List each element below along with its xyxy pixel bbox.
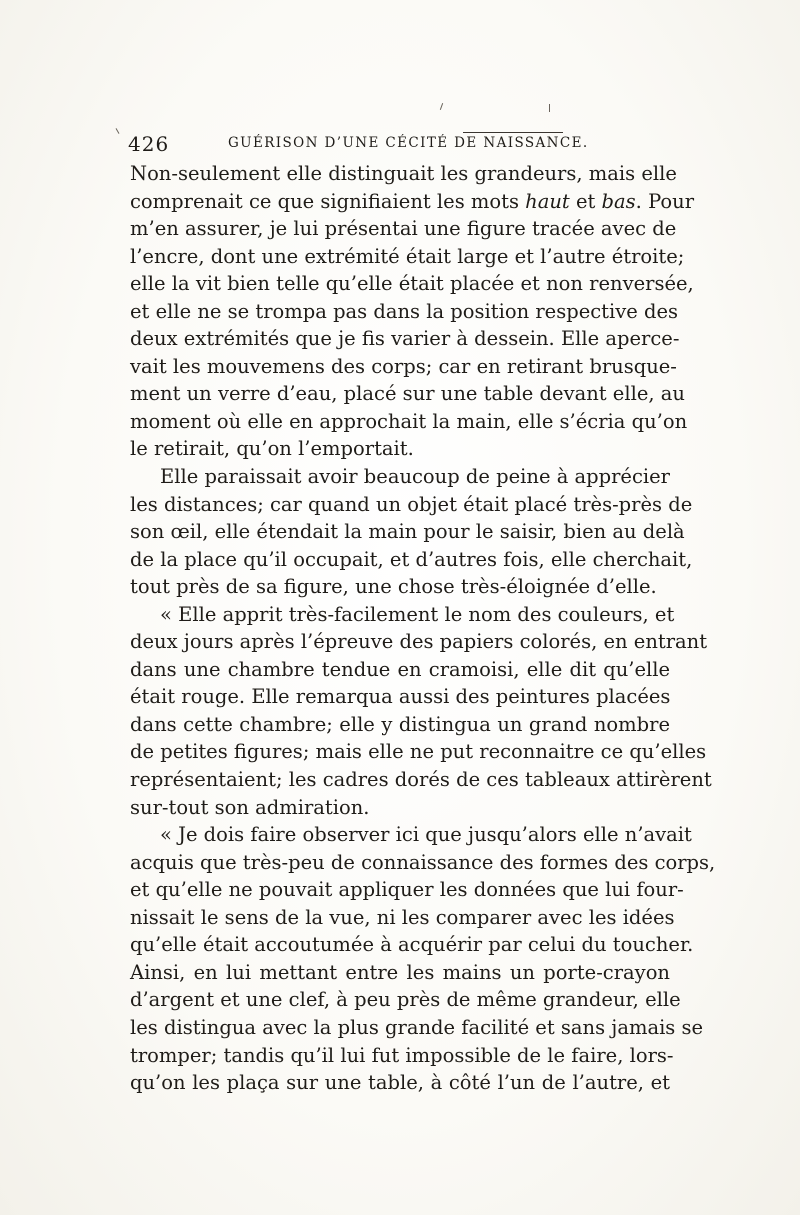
text-line: les distances; car quand un objet était placé très-près de <box>130 492 693 516</box>
body-text <box>130 160 716 1097</box>
page-header <box>128 132 673 158</box>
text-line: qu’on les plaça sur une table, à côté l’un de l’autre, et <box>130 1071 670 1095</box>
text-line: de la place qu’il occupait, et d’autres fois, elle cherchait, <box>130 547 693 571</box>
text-line: représentaient; les cadres dorés de ces tableaux attirèrent <box>130 768 712 792</box>
page-number: 426 <box>128 132 170 156</box>
text-line: « Je dois faire observer ici que jusqu’alors elle n’avait <box>160 823 692 847</box>
text-line: m’en assurer, je lui présentai une figure tracée avec de <box>130 217 677 241</box>
text-line: tout près de sa figure, une chose très-éloignée d’elle. <box>130 575 657 599</box>
text-line: ment un verre d’eau, placé sur une table devant elle, au <box>130 382 685 406</box>
text-line: était rouge. Elle remarqua aussi des peintures placées <box>130 685 671 709</box>
text-line: qu’elle était accoutumée à acquérir par celui du toucher. <box>130 933 694 957</box>
text-line: comprenait ce que signifiaient les mots haut et bas. Pour <box>130 189 695 213</box>
text-line: et elle ne se trompa pas dans la position respective des <box>130 299 679 323</box>
text-line: deux jours après l’épreuve des papiers colorés, en entrant <box>130 630 708 654</box>
text-line: de petites figures; mais elle ne put reconnaitre ce qu’elles <box>130 740 707 764</box>
text-line: les distingua avec la plus grande facilité et sans jamais se <box>130 1015 704 1039</box>
text-line: dans une chambre tendue en cramoisi, elle dit qu’elle <box>130 657 670 681</box>
header-rule <box>463 132 563 133</box>
running-title: GUÉRISON D’UNE CÉCITÉ DE NAISSANCE. <box>228 135 589 151</box>
text-line: deux extrémités que je fis varier à dessein. Elle aperce- <box>130 327 680 351</box>
text-line: tromper; tandis qu’il lui fut impossible de le faire, lors- <box>130 1043 674 1067</box>
text-line: moment où elle en approchait la main, elle s’écria qu’on <box>130 409 688 433</box>
text-line: son œil, elle étendait la main pour le saisir, bien au delà <box>130 520 685 544</box>
text-line: « Elle apprit très-facilement le nom des couleurs, et <box>160 602 675 626</box>
text-line: et qu’elle ne pouvait appliquer les données que lui four- <box>130 878 684 902</box>
text-line: dans cette chambre; elle y distingua un grand nombre <box>130 712 670 736</box>
text-line: Ainsi, en lui mettant entre les mains un porte-crayon <box>130 960 670 984</box>
text-line: Non-seulement elle distinguait les grandeurs, mais elle <box>130 162 677 185</box>
text-line: vait les mouvemens des corps; car en retirant brusque- <box>130 354 677 378</box>
text-line: nissait le sens de la vue, ni les comparer avec les idées <box>130 905 675 929</box>
text-line: elle la vit bien telle qu’elle était placée et non renversée, <box>130 272 694 296</box>
text-line: sur-tout son admiration. <box>130 795 370 819</box>
ink-speck <box>116 128 120 134</box>
ink-speck <box>440 103 443 110</box>
ink-speck <box>549 104 550 112</box>
text-line: le retirait, qu’on l’emportait. <box>130 437 414 461</box>
text-line: acquis que très-peu de connaissance des formes des corps, <box>130 850 716 874</box>
text-line: d’argent et une clef, à peu près de même grandeur, elle <box>130 988 681 1012</box>
text-line: l’encre, dont une extrémité était large et l’autre étroite; <box>130 244 685 268</box>
text-line: Elle paraissait avoir beaucoup de peine à apprécier <box>160 465 670 489</box>
